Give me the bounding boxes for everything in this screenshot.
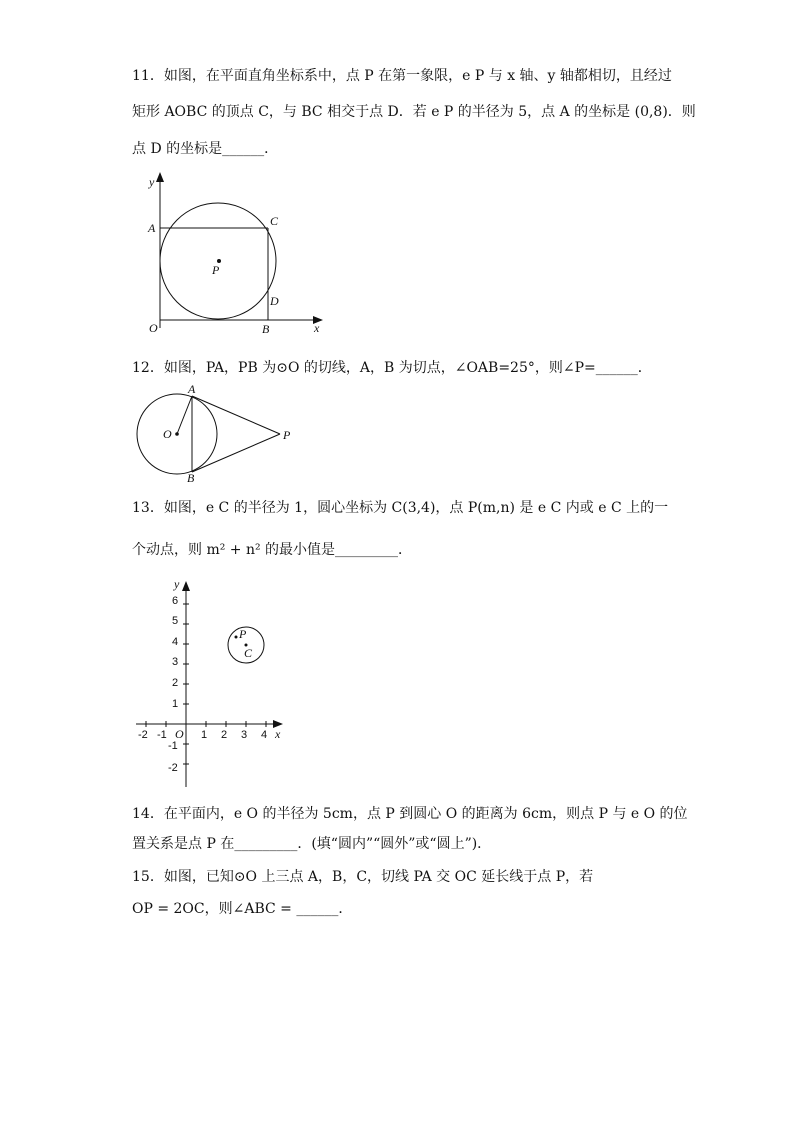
- q11-P-label: P: [212, 263, 220, 277]
- q13-O-label: O: [175, 727, 184, 741]
- q12-B-label: B: [187, 471, 195, 485]
- q13-ytick-4: 4: [172, 636, 179, 648]
- q13-xtick-3: 3: [241, 729, 248, 741]
- q13-P-label: P: [239, 627, 247, 641]
- q11-line1: 11．如图，在平面直角坐标系中，点 P 在第一象限，e P 与 x 轴、y 轴都相切，且经过: [132, 68, 672, 84]
- q13-xtick-1: 1: [201, 729, 208, 741]
- q13-xtick-2: 2: [221, 729, 228, 741]
- q11-A-label: A: [148, 221, 156, 235]
- q13-line2: 个动点，则 m² + n² 的最小值是_________．: [132, 542, 413, 558]
- q13-ytick-2: 2: [172, 677, 179, 689]
- q11-figure: [130, 168, 330, 338]
- q13-ytick-3: 3: [172, 656, 179, 668]
- q13-ytick-5: 5: [172, 615, 179, 627]
- q13-ytick-neg1: -1: [168, 740, 178, 752]
- q13-ytick-1: 1: [172, 698, 179, 710]
- q15-line1: 15．如图，已知⊙O 上三点 A，B，C，切线 PA 交 OC 延长线于点 P，若: [132, 869, 594, 885]
- q12-O-label: O: [163, 427, 172, 441]
- q13-xtick-neg2: -2: [138, 729, 148, 741]
- q11-C-label: C: [270, 214, 279, 228]
- q12-A-label: A: [188, 382, 196, 396]
- q12-line1: 12．如图，PA，PB 为⊙O 的切线，A，B 为切点，∠OAB=25°，则∠P=______．: [132, 360, 652, 376]
- q13-figure: [130, 577, 290, 792]
- q13-xtick-4: 4: [261, 729, 268, 741]
- q11-D-label: D: [270, 294, 279, 308]
- q13-xtick-neg1: -1: [157, 729, 167, 741]
- q11-O-label: O: [149, 321, 158, 335]
- q13-ytick-6: 6: [172, 595, 179, 607]
- q12-figure: [132, 384, 302, 484]
- q11-x-label: x: [314, 321, 320, 335]
- q13-C-label: C: [244, 646, 253, 660]
- q13-x-label: x: [275, 727, 281, 741]
- q11-line2: 矩形 AOBC 的顶点 C，与 BC 相交于点 D．若 e P 的半径为 5，点 A 的坐标是 (0,8)．则: [132, 104, 696, 120]
- q13-ytick-neg2: -2: [168, 762, 178, 774]
- q12-P-label: P: [283, 428, 291, 442]
- q13-y-label: y: [174, 577, 180, 591]
- q15-line2: OP = 2OC，则∠ABC = ______．: [132, 901, 353, 917]
- q11-B-label: B: [262, 322, 270, 336]
- q11-y-label: y: [149, 175, 155, 189]
- q14-line1: 14．在平面内，e O 的半径为 5cm，点 P 到圆心 O 的距离为 6cm，则点 P 与 e O 的位: [132, 806, 688, 822]
- q14-line2: 置关系是点 P 在_________．(填“圆内”“圆外”或“圆上”)．: [132, 836, 492, 852]
- q11-line3: 点 D 的坐标是______．: [132, 141, 279, 157]
- q13-line1: 13．如图，e C 的半径为 1，圆心坐标为 C(3,4)，点 P(m,n) 是 e C 内或 e C 上的一: [132, 500, 669, 516]
